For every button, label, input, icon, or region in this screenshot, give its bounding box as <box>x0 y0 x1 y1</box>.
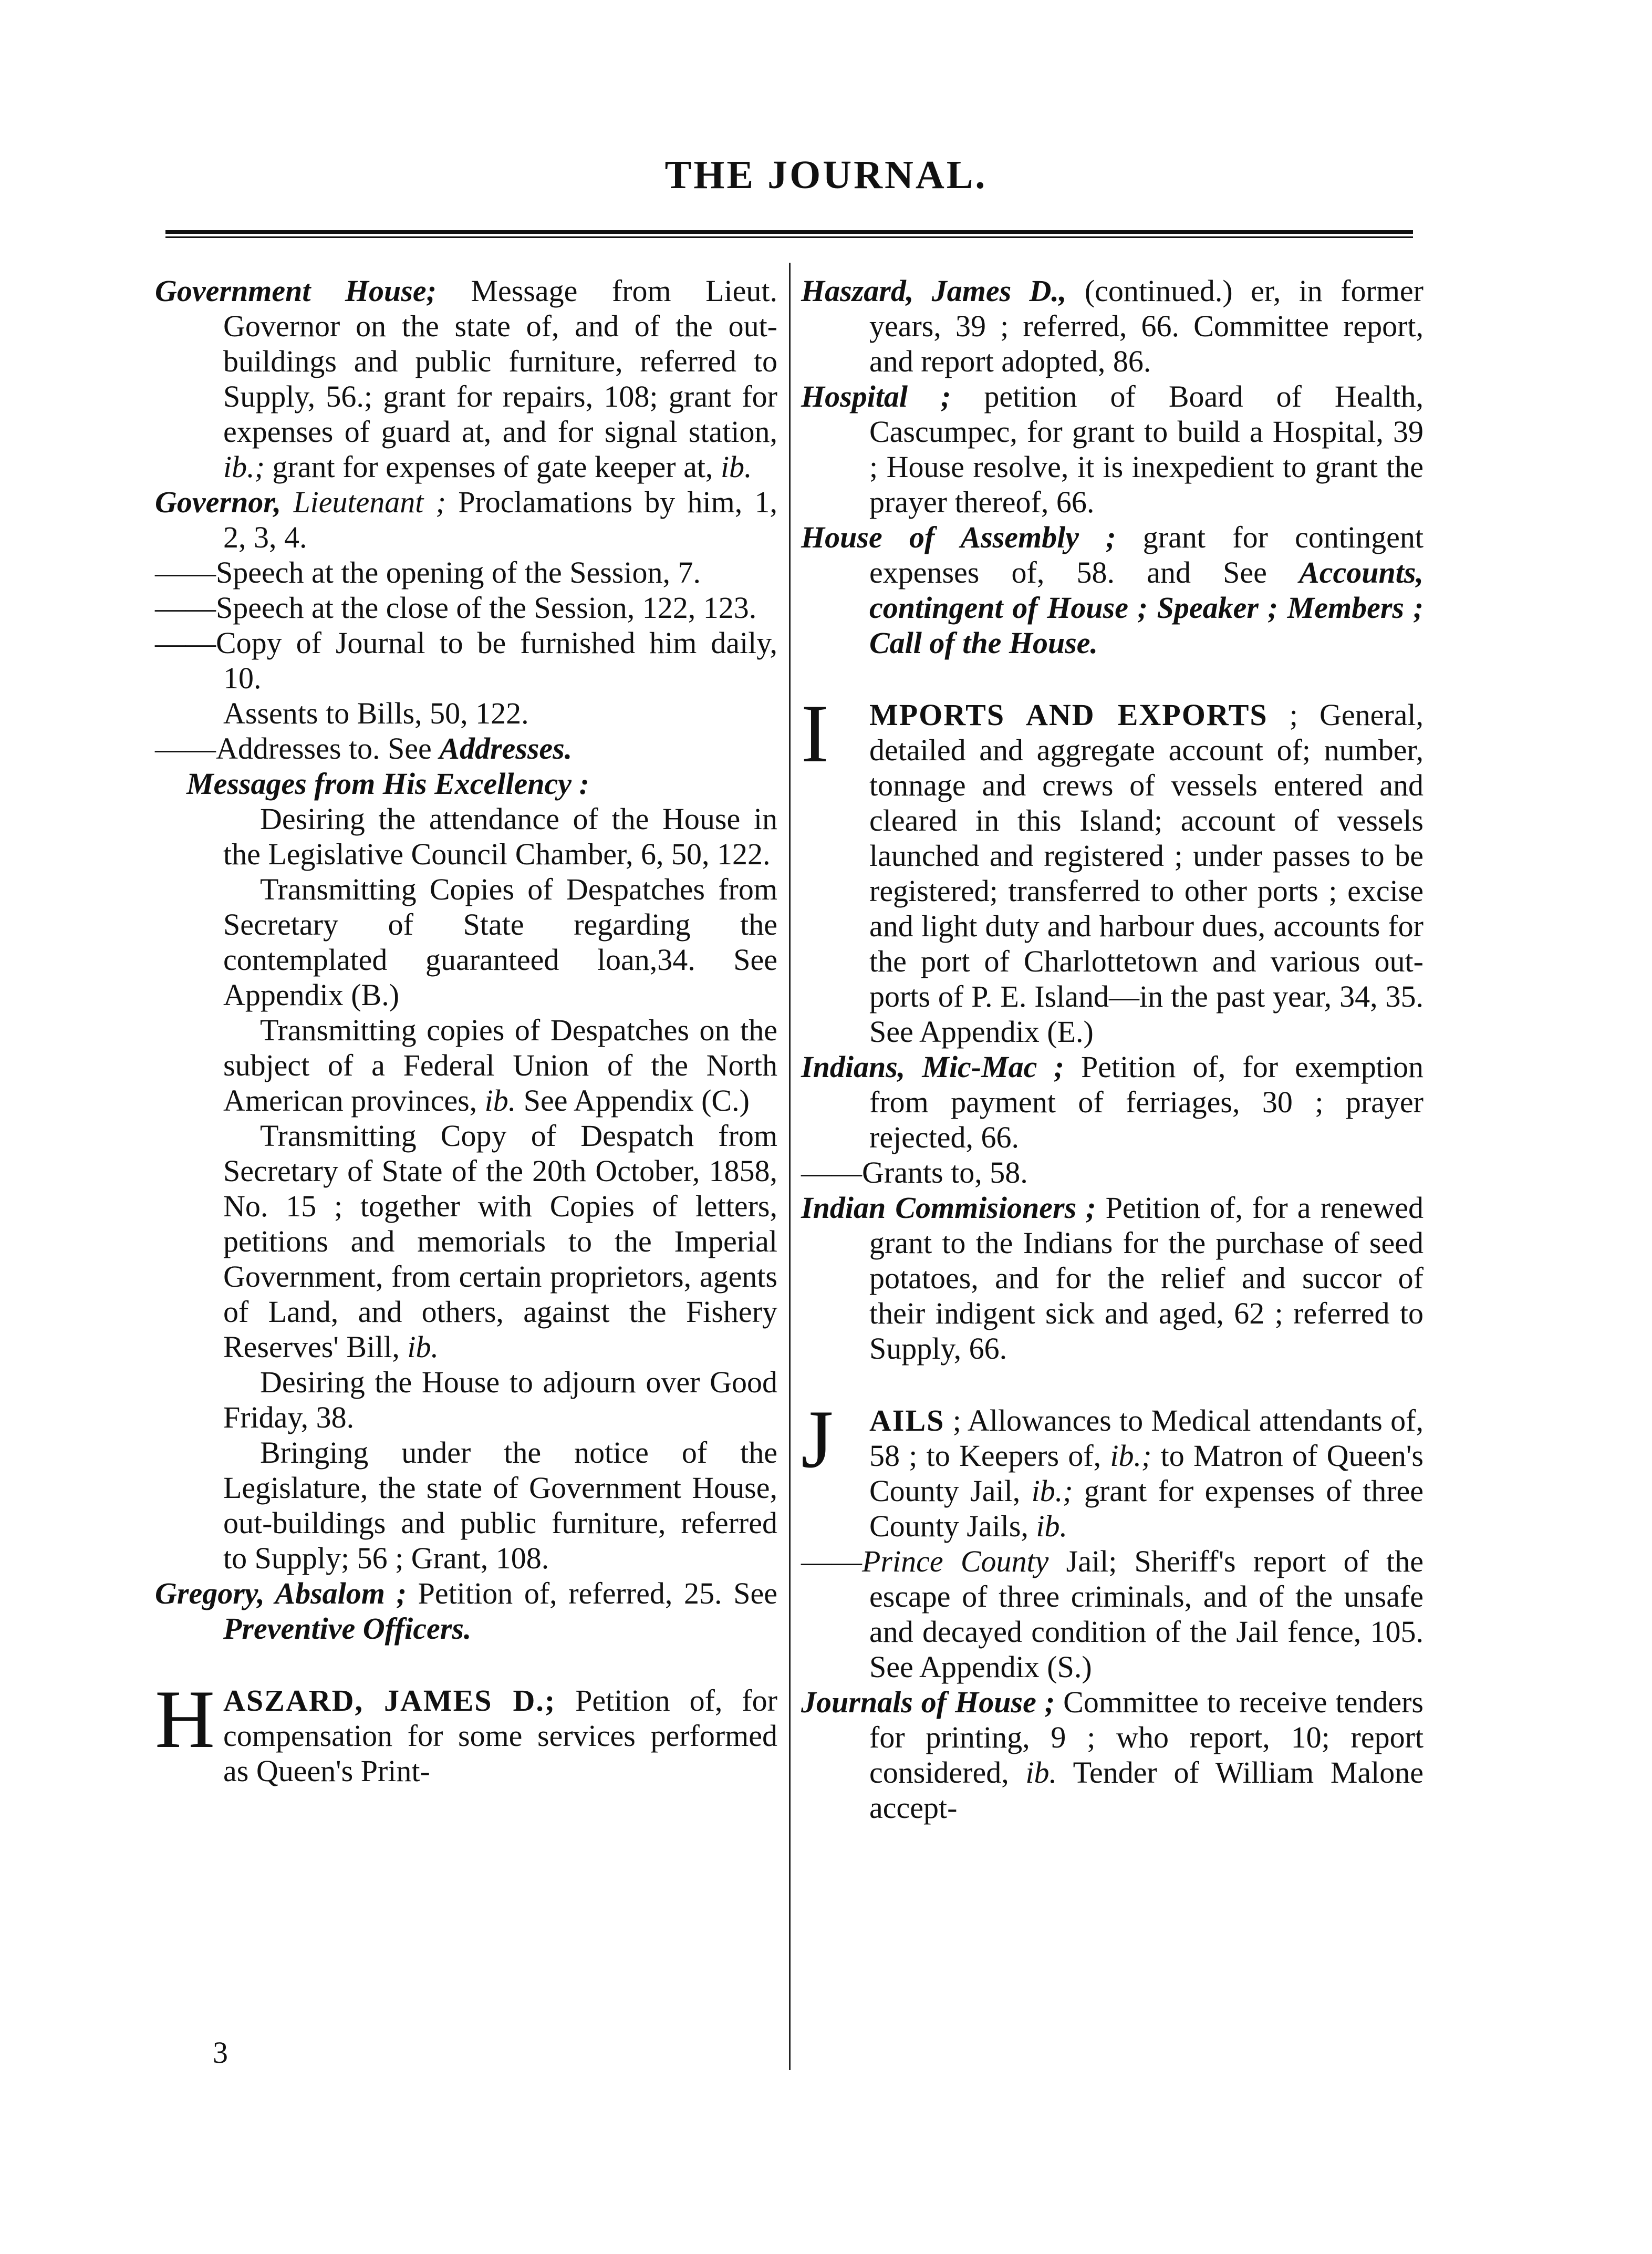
entry-text: Transmitting Copy of Despatch from Secretary of State of the 20th October, 1858, No. 15 ; together with Copies of letters, petitions and memorials to the Imperial Government, from certain proprietors, agents of Land, and others, against the Fishery Reserves' Bill, <box>223 1119 777 1364</box>
drop-cap: J <box>801 1393 834 1485</box>
entry-journals-of-house <box>801 1684 1424 1825</box>
message-item: Transmitting Copies of Despatches from Secretary of State regarding the contemplated guaranteed loan,34. See Appendix (B.) <box>223 872 777 1012</box>
entry-indians <box>801 1049 1424 1155</box>
left-column <box>155 273 777 1788</box>
headword: Journals of House ; <box>801 1685 1055 1719</box>
entry-haszard-continued <box>801 273 1424 379</box>
entry-government-house <box>155 273 777 484</box>
subentry-speech-opening: ——Speech at the opening of the Session, 7. <box>155 555 701 590</box>
headword: Indian Commisioners ; <box>801 1191 1096 1225</box>
entry-hospital <box>801 379 1424 520</box>
ib-ref: ib. <box>484 1083 516 1118</box>
ib-ref: ib.; <box>223 450 265 484</box>
cross-ref: Addresses. <box>439 731 573 766</box>
entry-haszard <box>155 1673 778 1788</box>
entry-text: Jail; Sheriff's report of the escape of three criminals, and of the unsafe and decayed condition of the Jail fence, 105. See Appendix (S.) <box>869 1544 1424 1684</box>
entry-text: Committee to receive tenders for printing, 9 ; who report, 10; report considered, <box>869 1685 1424 1790</box>
message-item <box>155 1012 777 1118</box>
entry-text: Tender of William Malone accept- <box>869 1755 1424 1825</box>
subentry-copy-journal: ——Copy of Journal to be furnished him daily, 10. <box>155 626 777 695</box>
headword: AILS <box>869 1403 945 1438</box>
message-item: Bringing under the notice of the Legislature, the state of Government House, out-buildings and public furniture, referred to Supply; 56 ; Grant, 108. <box>223 1435 777 1575</box>
headword: MPORTS AND EXPORTS <box>869 698 1268 732</box>
subentry-grants: ——Grants to, 58. <box>801 1155 1028 1190</box>
ib-ref: ib. <box>1036 1509 1068 1543</box>
entry-text: Proclamations by him, 1, 2, 3, 4. <box>223 485 777 554</box>
drop-cap: I <box>801 688 829 780</box>
entry-text: grant for expenses of three County Jails, <box>869 1474 1424 1543</box>
headword: Prince County <box>862 1544 1049 1578</box>
entry-indian-commissioners <box>801 1190 1424 1366</box>
headword: Governor, <box>155 485 282 519</box>
dash: —— <box>801 1544 862 1578</box>
headword: ASZARD, JAMES D.; <box>223 1683 556 1718</box>
entry-text: See Appendix (C.) <box>516 1083 750 1118</box>
subentry-assents: Assents to Bills, 50, 122. <box>223 696 529 730</box>
ib-ref: ib. <box>1025 1755 1057 1790</box>
ib-ref: ib.; <box>1110 1439 1152 1473</box>
entry-text: Message from Lieut. Governor on the state of, and of the out-buildings and public furniture, referred to Supply, 56.; grant for repairs, 108; grant for expenses of guard at, and for signal station, <box>223 274 777 449</box>
headword: Haszard, James D., <box>801 274 1067 308</box>
entry-text: Petition of, for compensation for some services performed as Queen's Print- <box>223 1683 778 1788</box>
entry-text: Petition of, for a renewed grant to the Indians for the purchase of seed potatoes, and for the relief and succor of their indigent sick and aged, 62 ; referred to Supply, 66. <box>869 1191 1424 1366</box>
entry-text: (continued.) er, in former years, 39 ; referred, 66. Committee report, and report adopted, 86. <box>869 274 1424 378</box>
entry-imports-exports <box>801 688 1424 1049</box>
running-head: THE JOURNAL. <box>664 153 988 197</box>
headword: Government House; <box>155 274 437 308</box>
entry-text: Petition of, for exemption from payment of ferriages, 30 ; prayer rejected, 66. <box>869 1050 1424 1154</box>
cross-ref: Accounts, contingent of House ; Speaker ; Members ; Call of the House. <box>869 555 1424 660</box>
entry-text: Petition of, referred, 25. See <box>406 1576 777 1610</box>
ib-ref: ib.; <box>1031 1474 1073 1508</box>
message-item: Desiring the attendance of the House in the Legislative Council Chamber, 6, 50, 122. <box>223 802 777 871</box>
message-item: Desiring the House to adjourn over Good Friday, 38. <box>223 1365 777 1434</box>
entry-text: grant for expenses of gate keeper at, <box>264 450 721 484</box>
cross-ref: Preventive Officers. <box>223 1611 472 1646</box>
column-divider <box>789 263 791 2070</box>
entry-text: ; General, detailed and aggregate account of; number, tonnage and crews of vessels entered and cleared in this Island; account of vessels launched and registered ; under passes to be registered; transferred to other ports ; excise and light duty and harbour dues, accounts for the port of Charlottetown and various out-ports of P. E. Island—in the past year, 34, 35. See Appendix (E.) <box>869 698 1424 1049</box>
entry-text: grant for contingent expenses of, 58. and See <box>869 520 1424 590</box>
drop-cap: H <box>155 1673 215 1765</box>
headword: Indians, Mic-Mac ; <box>801 1050 1064 1084</box>
entry-text: petition of Board of Health, Cascumpec, for grant to build a Hospital, 39 ; House resolve, it is inexpedient to grant the prayer thereof, 66. <box>869 379 1424 519</box>
subentry-prince-county-jail <box>801 1544 1424 1684</box>
entry-governor <box>155 484 777 555</box>
entry-jails <box>801 1393 1424 1544</box>
headword: House of Assembly ; <box>801 520 1116 554</box>
right-column <box>801 273 1424 1825</box>
headword: Gregory, Absalom ; <box>155 1576 407 1610</box>
ib-ref: ib. <box>720 450 752 484</box>
entry-text: ; Allowances to Medical attendants of, 58 ; to Keepers of, <box>869 1403 1424 1473</box>
headword: Lieutenant ; <box>281 485 446 519</box>
messages-heading: Messages from His Excellency : <box>186 767 589 801</box>
headword: Hospital ; <box>801 379 951 413</box>
entry-house-of-assembly <box>801 520 1424 660</box>
subentry-speech-close: ——Speech at the close of the Session, 122, 123. <box>155 591 757 625</box>
entry-text: Transmitting copies of Despatches on the subject of a Federal Union of the North American provinces, <box>223 1013 777 1118</box>
message-item <box>155 1118 777 1364</box>
signature-mark: 3 <box>213 2035 228 2070</box>
entry-gregory <box>155 1576 777 1646</box>
entry-text: ——Addresses to. See <box>155 731 440 766</box>
subentry-addresses <box>155 731 777 766</box>
header-rule <box>165 230 1413 238</box>
ib-ref: ib. <box>407 1330 439 1364</box>
entry-text: to Matron of Queen's County Jail, <box>869 1439 1424 1508</box>
